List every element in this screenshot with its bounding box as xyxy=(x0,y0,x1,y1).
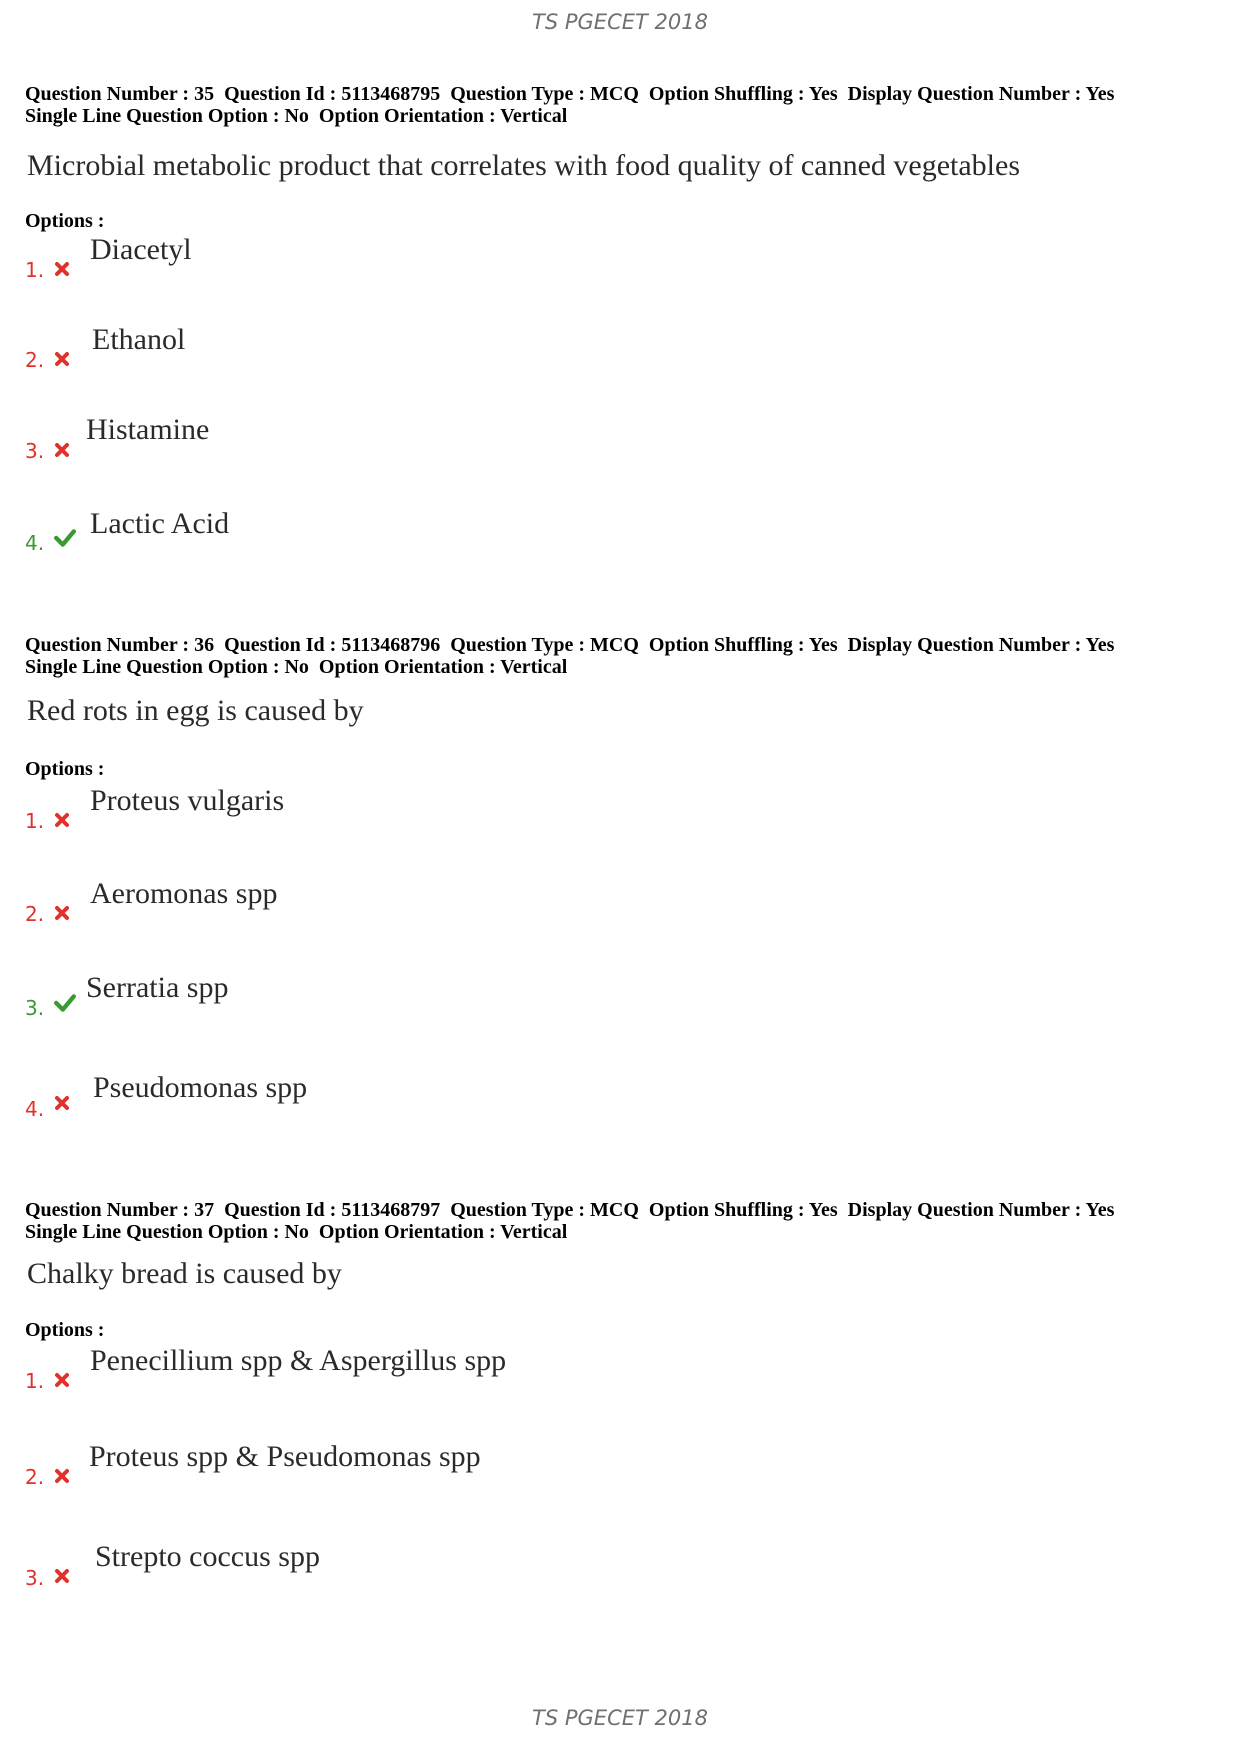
option-text: Serratia spp xyxy=(86,971,229,1004)
option-text: Pseudomonas spp xyxy=(93,1071,308,1104)
cross-icon xyxy=(54,812,70,828)
option-item xyxy=(25,971,725,1031)
option-text: Diacetyl xyxy=(90,233,192,266)
option-text: Strepto coccus spp xyxy=(95,1540,320,1573)
option-number: 3. xyxy=(25,996,45,1020)
option-text: Penecillium spp & Aspergillus spp xyxy=(90,1344,507,1377)
cross-icon xyxy=(54,1568,70,1584)
option-text: Ethanol xyxy=(92,323,186,356)
option-number: 1. xyxy=(25,258,45,282)
option-number: 2. xyxy=(25,348,45,372)
option-item xyxy=(25,877,725,937)
option-item xyxy=(25,507,725,567)
cross-icon xyxy=(54,442,70,458)
option-number: 2. xyxy=(25,1465,45,1489)
option-text: Aeromonas spp xyxy=(90,877,278,910)
option-number: 1. xyxy=(25,1369,45,1393)
option-item xyxy=(25,323,725,383)
question-meta-line: Question Number : 36 Question Id : 5113468796 Question Type : MCQ Option Shuffling : Yes Display Question Number : Yes xyxy=(25,634,1115,656)
question-meta-line: Question Number : 35 Question Id : 5113468795 Question Type : MCQ Option Shuffling : Yes Display Question Number : Yes xyxy=(25,83,1115,105)
option-number: 4. xyxy=(25,1097,45,1121)
question-block xyxy=(25,83,1225,563)
cross-icon xyxy=(54,1468,70,1484)
question-text: Red rots in egg is caused by xyxy=(27,694,364,727)
option-number: 4. xyxy=(25,531,45,555)
option-number: 3. xyxy=(25,439,45,463)
option-item xyxy=(25,1540,725,1600)
question-meta-line: Single Line Question Option : No Option Orientation : Vertical xyxy=(25,105,568,127)
option-item xyxy=(25,233,725,293)
question-meta-line: Question Number : 37 Question Id : 5113468797 Question Type : MCQ Option Shuffling : Yes Display Question Number : Yes xyxy=(25,1199,1115,1221)
question-block xyxy=(25,634,1225,1154)
question-meta-line: Single Line Question Option : No Option Orientation : Vertical xyxy=(25,656,568,678)
option-item xyxy=(25,1440,725,1500)
options-label: Options : xyxy=(25,758,105,780)
question-text: Microbial metabolic product that correlates with food quality of canned vegetables xyxy=(27,149,1020,182)
check-icon xyxy=(54,529,76,547)
option-text: Lactic Acid xyxy=(90,507,230,540)
option-text: Proteus spp & Pseudomonas spp xyxy=(89,1440,481,1473)
option-number: 3. xyxy=(25,1566,45,1590)
cross-icon xyxy=(54,351,70,367)
option-text: Histamine xyxy=(86,413,210,446)
question-meta-line: Single Line Question Option : No Option Orientation : Vertical xyxy=(25,1221,568,1243)
check-icon xyxy=(54,994,76,1012)
cross-icon xyxy=(54,1372,70,1388)
option-text: Proteus vulgaris xyxy=(90,784,285,817)
options-label: Options : xyxy=(25,210,105,232)
cross-icon xyxy=(54,1095,70,1111)
cross-icon xyxy=(54,261,70,277)
option-number: 1. xyxy=(25,809,45,833)
options-label: Options : xyxy=(25,1319,105,1341)
cross-icon xyxy=(54,905,70,921)
option-item xyxy=(25,1344,725,1404)
question-text: Chalky bread is caused by xyxy=(27,1257,342,1290)
option-item xyxy=(25,784,725,844)
question-block xyxy=(25,1199,1225,1619)
page-header: TS PGECET 2018 xyxy=(532,10,708,34)
page-footer: TS PGECET 2018 xyxy=(532,1706,708,1730)
option-item xyxy=(25,1071,725,1131)
option-number: 2. xyxy=(25,902,45,926)
option-item xyxy=(25,413,725,473)
